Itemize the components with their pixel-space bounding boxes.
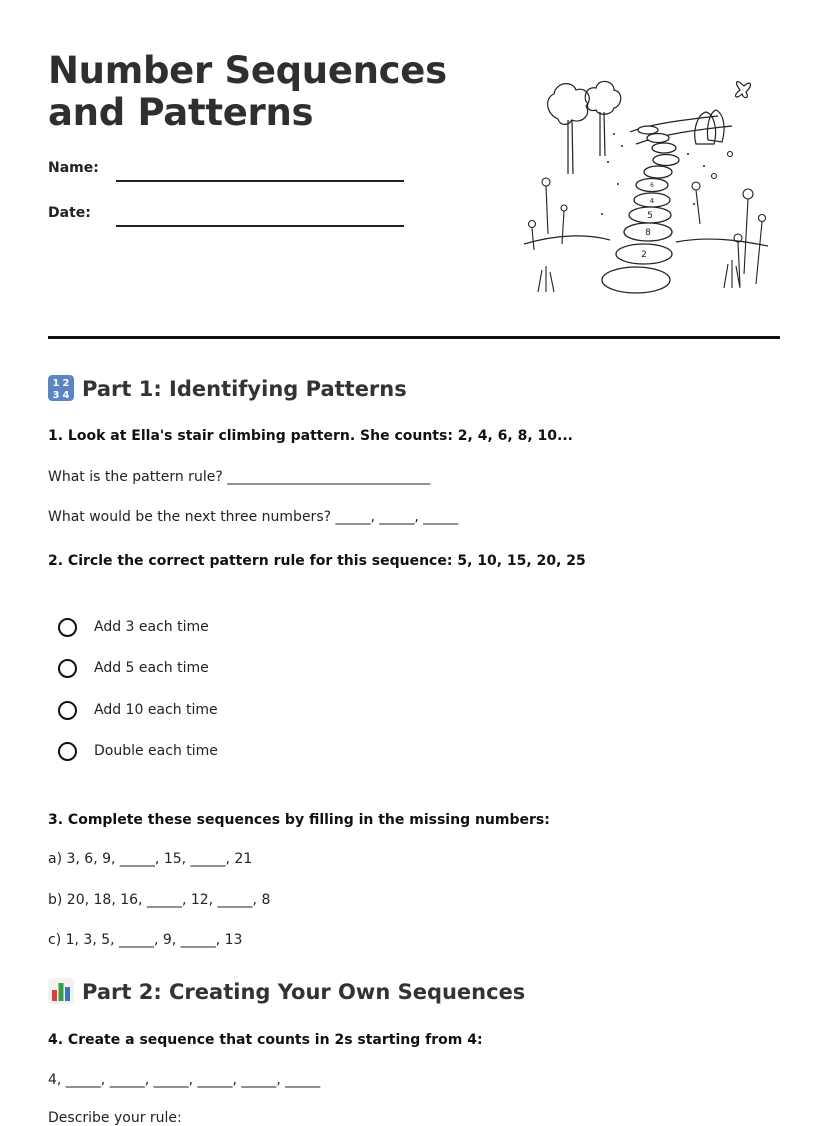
option-label: Add 10 each time [94, 702, 218, 718]
part2-heading [48, 978, 525, 1006]
stone-number-8: 8 [645, 228, 651, 238]
question-2-option[interactable] [58, 698, 218, 722]
question-1-rule-line[interactable]: What is the pattern rule? _____________________________ [48, 469, 431, 485]
question-3-prompt: 3. Complete these sequences by filling in the missing numbers: [48, 812, 550, 828]
svg-text:4: 4 [62, 390, 70, 401]
question-3c-sequence[interactable]: c) 1, 3, 5, _____, 9, _____, 13 [48, 932, 243, 948]
question-2-option[interactable] [58, 615, 209, 639]
question-2-option[interactable] [58, 656, 209, 680]
radio-circle-icon[interactable] [58, 742, 77, 761]
question-1-next-numbers-line[interactable]: What would be the next three numbers? _____, _____, _____ [48, 509, 459, 525]
part1-heading [48, 375, 407, 403]
question-4-prompt: 4. Create a sequence that counts in 2s starting from 4: [48, 1032, 483, 1048]
date-field[interactable] [116, 225, 404, 227]
radio-circle-icon[interactable] [58, 701, 77, 720]
question-2-option[interactable] [58, 739, 218, 763]
option-label: Add 3 each time [94, 619, 209, 635]
question-3a-sequence[interactable]: a) 3, 6, 9, _____, 15, _____, 21 [48, 851, 253, 867]
stone-number-5: 5 [647, 211, 653, 221]
stepping-stones-garden-illustration [518, 74, 774, 300]
svg-text:1: 1 [52, 378, 60, 389]
stone-number-6: 6 [650, 182, 654, 189]
radio-circle-icon[interactable] [58, 659, 77, 678]
section-divider [48, 336, 780, 339]
date-label: Date: [48, 205, 91, 221]
option-label: Add 5 each time [94, 660, 209, 676]
name-label: Name: [48, 160, 99, 176]
question-3b-sequence[interactable]: b) 20, 18, 16, _____, 12, _____, 8 [48, 892, 271, 908]
question-2-prompt: 2. Circle the correct pattern rule for this sequence: 5, 10, 15, 20, 25 [48, 553, 586, 569]
bar-chart-icon [48, 978, 74, 1004]
page-title: Number Sequences and Patterns [48, 49, 447, 134]
question-4-rule-label: Describe your rule: [48, 1110, 182, 1126]
radio-circle-icon[interactable] [58, 618, 77, 637]
input-numbers-icon [48, 375, 74, 401]
stone-number-2: 2 [641, 250, 647, 260]
name-field[interactable] [116, 180, 404, 182]
part1-heading-text: Part 1: Identifying Patterns [82, 377, 407, 401]
svg-text:3: 3 [52, 390, 60, 401]
question-4-sequence-line[interactable]: 4, _____, _____, _____, _____, _____, _____ [48, 1072, 321, 1088]
part2-heading-text: Part 2: Creating Your Own Sequences [82, 980, 526, 1004]
svg-text:2: 2 [62, 378, 70, 389]
question-1-prompt: 1. Look at Ella's stair climbing pattern. She counts: 2, 4, 6, 8, 10... [48, 428, 573, 444]
option-label: Double each time [94, 743, 218, 759]
stone-number-4: 4 [649, 197, 655, 205]
